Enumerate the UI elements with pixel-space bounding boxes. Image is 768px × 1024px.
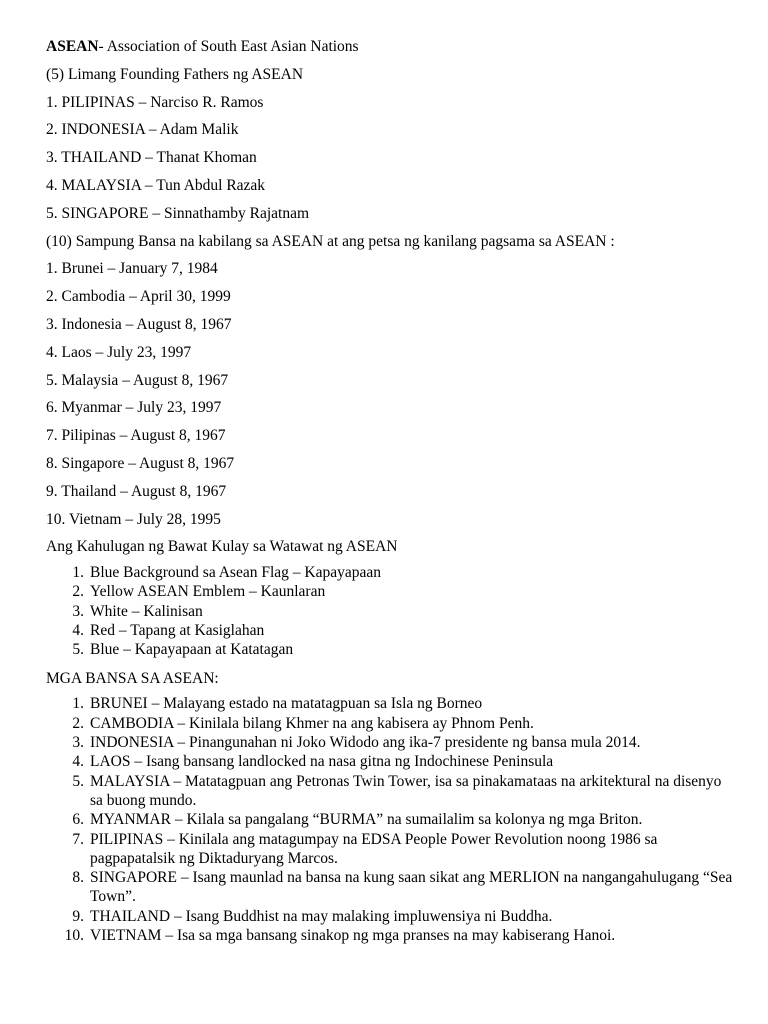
list-item: 2. Yellow ASEAN Emblem – Kaunlaran: [72, 583, 326, 601]
member-line: 2. Cambodia – April 30, 1999: [46, 288, 231, 306]
member-line: 8. Singapore – August 8, 1967: [46, 454, 235, 472]
founder-line: 4. MALAYSIA – Tun Abdul Razak: [46, 176, 266, 194]
flag-colors-heading: Ang Kahulugan ng Bawat Kulay sa Watawat ng ASEAN: [46, 538, 398, 556]
founder-line: 2. INDONESIA – Adam Malik: [46, 121, 239, 139]
title-expansion: - Association of South East Asian Nations: [98, 38, 359, 55]
member-line: 5. Malaysia – August 8, 1967: [46, 371, 229, 389]
list-item: 5. Blue – Kapayapaan at Katatagan: [72, 641, 294, 659]
document-page: [46, 37, 736, 945]
countries-list: [46, 694, 736, 945]
list-item: 4. Red – Tapang at Kasiglahan: [72, 622, 265, 640]
title-acronym: ASEAN: [46, 38, 99, 55]
list-item: 1. Blue Background sa Asean Flag – Kapayapaan: [72, 564, 381, 582]
member-line: 10. Vietnam – July 28, 1995: [46, 510, 221, 528]
member-line: 6. Myanmar – July 23, 1997: [46, 399, 222, 417]
list-item: 4. LAOS – Isang bansang landlocked na nasa gitna ng Indochinese Peninsula: [72, 753, 554, 771]
founder-line: 3. THAILAND – Thanat Khoman: [46, 149, 257, 167]
document-title: [46, 37, 736, 57]
member-line: 4. Laos – July 23, 1997: [46, 343, 192, 361]
list-item: 3. White – Kalinisan: [72, 602, 203, 620]
list-item: 1. BRUNEI – Malayang estado na matatagpuan sa Isla ng Borneo: [72, 695, 483, 713]
list-item: 10. VIETNAM – Isa sa mga bansang sinakop ng mga pranses na may kabiserang Hanoi.: [64, 926, 616, 944]
member-line: 1. Brunei – January 7, 1984: [46, 260, 218, 278]
list-item: 2. CAMBODIA – Kinilala bilang Khmer na ang kabisera ay Phnom Penh.: [72, 714, 534, 732]
founder-line: 1. PILIPINAS – Narciso R. Ramos: [46, 93, 264, 111]
founder-line: 5. SINGAPORE – Sinnathamby Rajatnam: [46, 204, 310, 222]
founders-heading: (5) Limang Founding Fathers ng ASEAN: [46, 65, 304, 83]
list-item: 7. PILIPINAS – Kinilala ang matagumpay na EDSA People Power Revolution noong 1986 sa pagpapatalsik ng Diktaduryang Marcos.: [72, 830, 658, 867]
members-heading: (10) Sampung Bansa na kabilang sa ASEAN at ang petsa ng kanilang pagsama sa ASEAN :: [46, 232, 615, 250]
member-line: 9. Thailand – August 8, 1967: [46, 482, 227, 500]
list-item: 3. INDONESIA – Pinangunahan ni Joko Widodo ang ika-7 presidente ng bansa mula 2014.: [72, 734, 641, 752]
list-item: 6. MYANMAR – Kilala sa pangalang “BURMA” na sumailalim sa kolonya ng mga Briton.: [72, 811, 643, 829]
flag-colors-list: [46, 563, 736, 659]
list-item: 5. MALAYSIA – Matatagpuan ang Petronas Twin Tower, isa sa pinakamataas na arkitektural na disenyo sa buong mundo.: [72, 772, 722, 809]
list-item: 9. THAILAND – Isang Buddhist na may malaking impluwensiya ni Buddha.: [72, 907, 553, 925]
list-item: 8. SINGAPORE – Isang maunlad na bansa na kung saan sikat ang MERLION na nangangahulugang “Sea Town”.: [72, 869, 733, 906]
member-line: 7. Pilipinas – August 8, 1967: [46, 427, 226, 445]
countries-heading: MGA BANSA SA ASEAN:: [46, 669, 219, 687]
member-line: 3. Indonesia – August 8, 1967: [46, 315, 232, 333]
